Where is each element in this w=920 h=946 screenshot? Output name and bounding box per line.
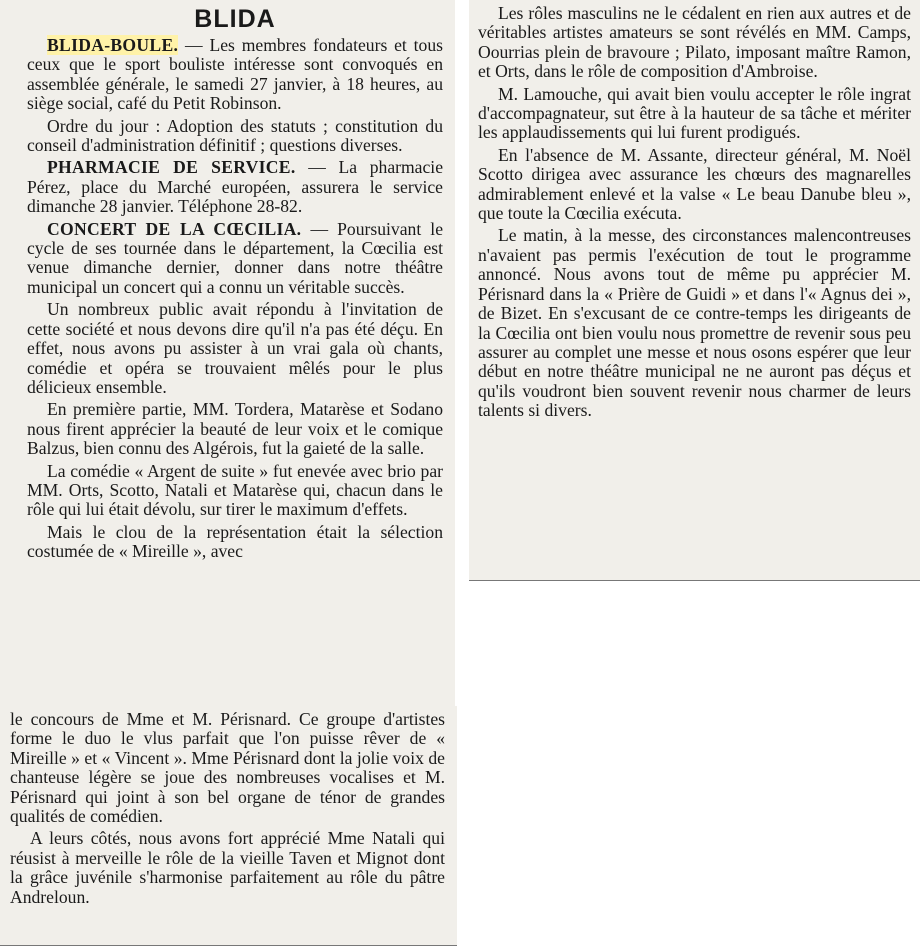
- paragraph-comedie: La comédie « Argent de suite » fut enevée avec brio par MM. Orts, Scotto, Natali et Matarèse qui, chacun dans le rôle qui lui était dévolu, sur tirer le maximum d'effets.: [27, 460, 443, 520]
- text-blida-boule: — Les membres fondateurs et tous ceux que le sport bouliste intéresse sont convoqués en assemblée générale, le samedi 27 janvier, à 18 heures, au siège social, café du Petit Robinson.: [27, 35, 443, 114]
- heading-pharmacie: PHARMACIE DE SERVICE.: [47, 157, 296, 178]
- paragraph-premiere-partie: En première partie, MM. Tordera, Matarèse et Sodano nous firent apprécier la beauté de leur voix et le comique Balzus, bien connu des Algérois, fut la gaieté de la salle.: [27, 399, 443, 459]
- paragraph-ordre-du-jour: Ordre du jour : Adoption des statuts ; constitution du conseil d'administration définitif ; questions diverses.: [27, 115, 443, 156]
- heading-blida-boule: BLIDA-BOULE.: [47, 35, 179, 55]
- section-title: BLIDA: [194, 5, 276, 33]
- paragraph-lamouche: M. Lamouche, qui avait bien voulu accepter le rôle ingrat d'accompagnateur, sut être à la hauteur de sa tâche et mériter les applaudissements qui lui furent prodigués.: [478, 83, 911, 143]
- paragraph-public: Un nombreux public avait répondu à l'invitation de cette société et nous devons dire qu'il n'a pas été déçu. En effet, nous avons pu assister à un vrai gala où chants, comédie et opéra se trouvaient mêlés pour le plus délicieux ensemble.: [27, 299, 443, 397]
- paragraph-blida-boule: [27, 36, 443, 114]
- paragraph-perisnard: le concours de Mme et M. Périsnard. Ce groupe d'artistes forme le duo le vlus parfait que l'on puisse rêver de « Mireille » et « Vincent ». Mme Périsnard dont la jolie voix de chanteuse légère se joue des nombreuses vocalises et M. Périsnard qui joint à son bel organe de ténor de grandes qualités de comédien.: [10, 709, 445, 827]
- paragraph-assante: En l'absence de M. Assante, directeur général, M. Noël Scotto dirigea avec assurance les chœurs des magnarelles admirablement enlevé et la valse « Le beau Danube bleu », que toute la Cœcilia exécuta.: [478, 144, 911, 224]
- paragraph-concert: [27, 220, 443, 298]
- article-clipping-left-top: [0, 0, 455, 708]
- article-clipping-left-bottom: [0, 706, 457, 946]
- paragraph-pharmacie: [27, 158, 443, 216]
- paragraph-mireille: Mais le clou de la représentation était la sélection costumée de « Mireille », avec: [27, 521, 443, 562]
- paragraph-roles-masculins: Les rôles masculins ne le cédalent en rien aux autres et de véritables artistes amateurs se sont révélés en MM. Camps, Oourrias plein de bravoure ; Pilato, imposant maître Ramon, et Orts, dans le rôle de composition d'Ambroise.: [478, 3, 911, 82]
- text-concert: — Poursuivant le cycle de ses tournée dans le département, la Cœcilia est venue dimanche dernier, donner dans notre théâtre municipal un concert qui a connu un véritable succès.: [27, 218, 443, 297]
- article-clipping-right: [469, 0, 920, 581]
- heading-concert: CONCERT DE LA CŒCILIA.: [47, 218, 302, 239]
- text-pharmacie: — La pharmacie Pérez, place du Marché européen, assurera le service dimanche 28 janvier. Téléphone 28-82.: [27, 157, 443, 217]
- paragraph-messe: Le matin, à la messe, des circonstances malencontreuses n'avaient pas permis l'exécution de tout le programme annoncé. Nous avons tout de même pu apprécier M. Périsnard dans la « Prière de Guidi » et dans l'« Agnus dei », de Bizet. En s'excusant de ce contre-temps les dirigeants de la Cœcilia ont bien voulu nous promettre de revenir sous peu assurer au complet une messe et nous osons espérer que leur début en notre théâtre municipal ne ne auront pas déçus et qu'ils voudront bien souvent revenir nous charmer de leurs talents si divers.: [478, 225, 911, 421]
- paragraph-natali: A leurs côtés, nous avons fort apprécié Mme Natali qui réusist à merveille le rôle de la vieille Taven et Mignot dont la grâce juvénile s'harmonise parfaitement au rôle du pâtre Andreloun.: [10, 828, 445, 907]
